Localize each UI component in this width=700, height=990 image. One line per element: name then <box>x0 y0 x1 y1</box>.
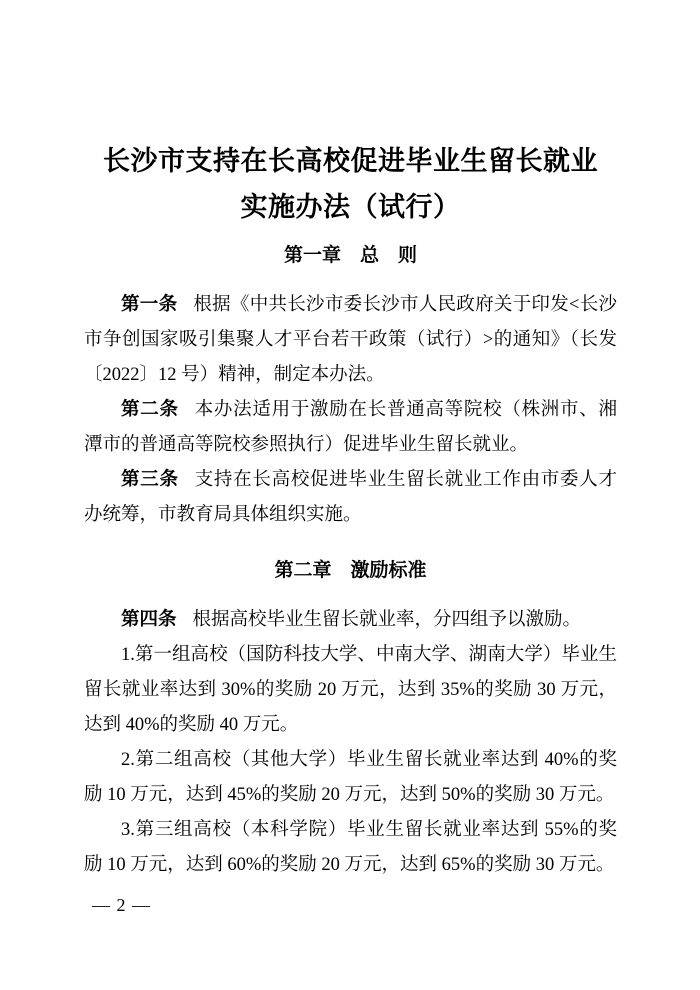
title-line-1: 长沙市支持在长高校促进毕业生留长就业 <box>103 146 598 176</box>
page-number: — 2 — <box>92 895 151 915</box>
article-2-text: 本办法适用于激励在长普通高等院校（株洲市、湘潭市的普通高等院校参照执行）促进毕业生留长就业。 <box>84 400 617 455</box>
incentive-item-3: 3.第三组高校（本科学院）毕业生留长就业率达到 55%的奖励 10 万元，达到 60%的奖励 20 万元，达到 65%的奖励 30 万元。 <box>84 820 617 875</box>
article-4 <box>84 603 617 638</box>
article-4-text: 根据高校毕业生留长就业率，分四组予以激励。 <box>192 610 582 630</box>
article-3-text: 支持在长高校促进毕业生留长就业工作由市委人才办统筹，市教育局具体组织实施。 <box>84 470 617 525</box>
article-1 <box>84 288 617 393</box>
article-3-label: 第三条 <box>121 470 179 490</box>
article-1-label: 第一条 <box>121 295 178 315</box>
incentive-item-1: 1.第一组高校（国防科技大学、中南大学、湖南大学）毕业生留长就业率达到 30%的奖励 20 万元，达到 35%的奖励 30 万元，达到 40%的奖励 40 万元。 <box>84 645 617 735</box>
chapter-1-heading: 第一章 总 则 <box>283 245 417 266</box>
article-4-label: 第四条 <box>121 610 177 630</box>
title-line-2: 实施办法（试行） <box>240 192 461 222</box>
chapter-2-heading: 第二章 激励标准 <box>274 560 427 581</box>
document-title <box>84 138 617 230</box>
article-1-text: 根据《中共长沙市委长沙市人民政府关于印发<长沙市争创国家吸引集聚人才平台若干政策（试行）>的通知》（长发〔2022〕12 号）精神，制定本办法。 <box>84 295 617 385</box>
article-2 <box>84 393 617 463</box>
article-3 <box>84 463 617 533</box>
article-2-label: 第二条 <box>121 400 179 420</box>
incentive-item-2: 2.第二组高校（其他大学）毕业生留长就业率达到 40%的奖励 10 万元，达到 45%的奖励 20 万元，达到 50%的奖励 30 万元。 <box>84 750 617 805</box>
